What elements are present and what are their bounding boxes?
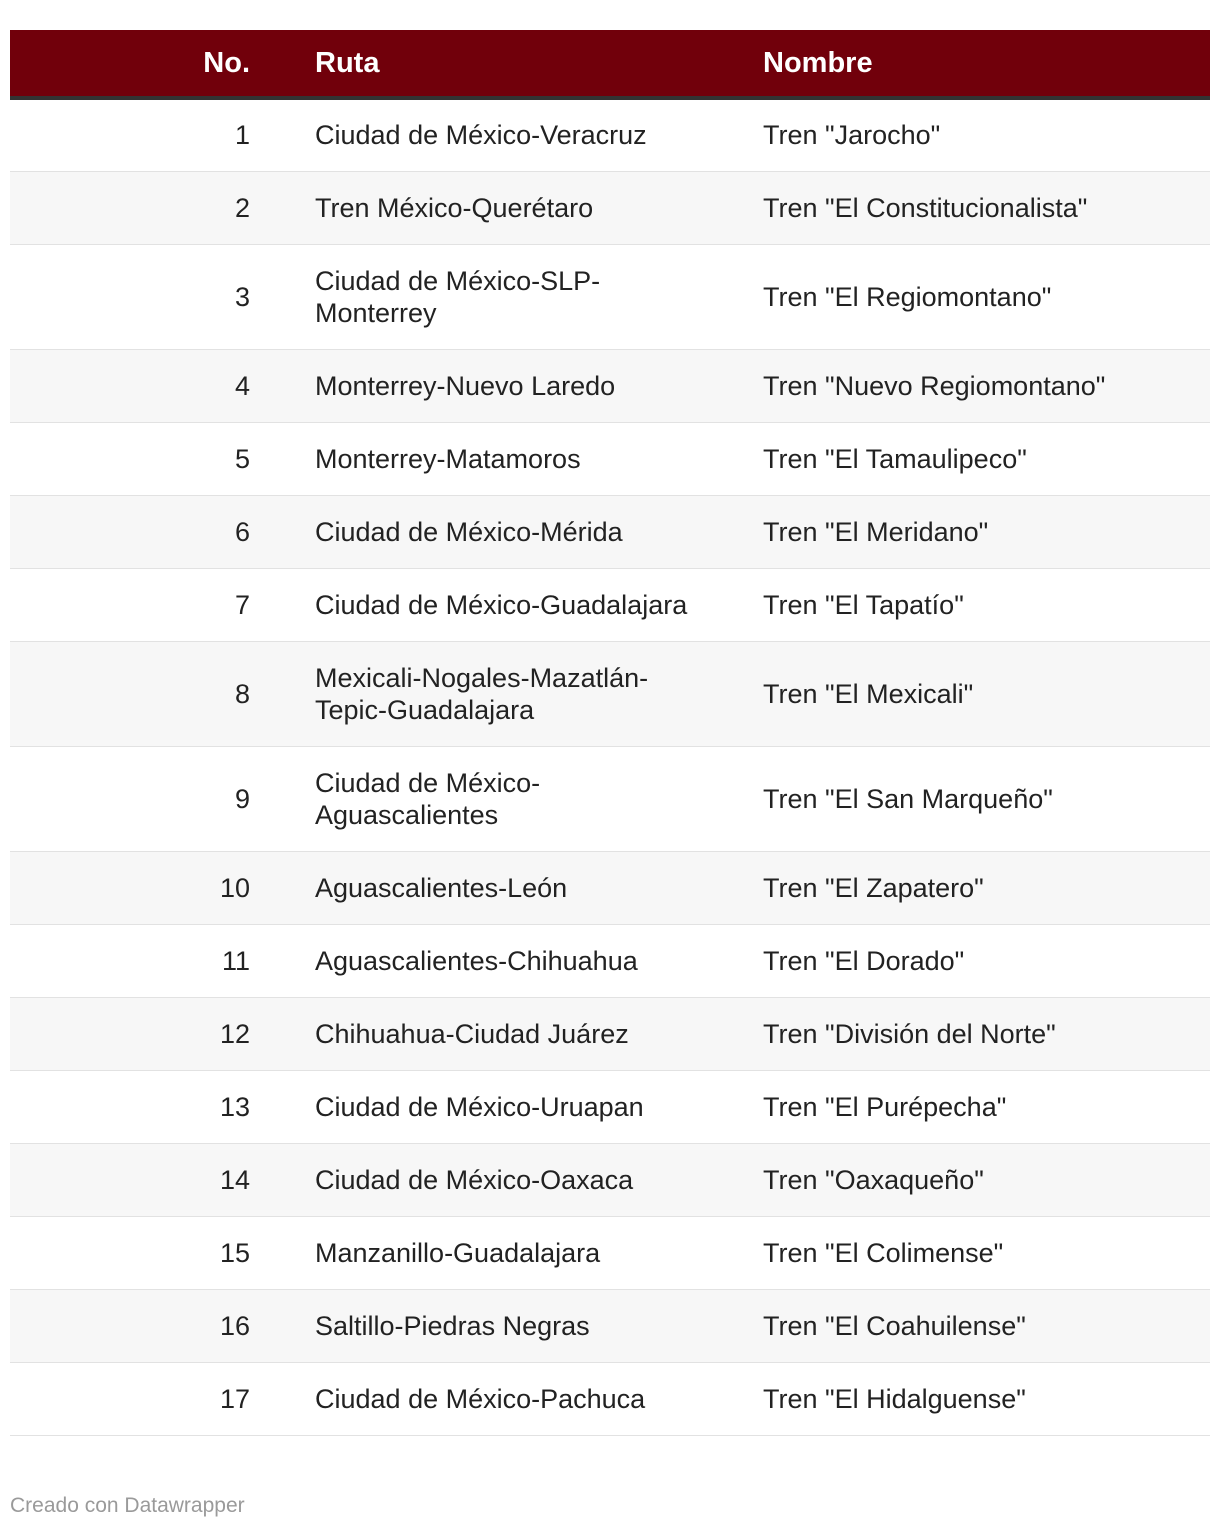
table-row bbox=[10, 349, 1210, 422]
route-cell: Aguascalientes-León bbox=[270, 851, 718, 924]
data-table-container bbox=[10, 30, 1210, 1436]
table-row bbox=[10, 495, 1210, 568]
row-number: 5 bbox=[10, 422, 270, 495]
train-name-cell: Tren "División del Norte" bbox=[718, 997, 1210, 1070]
route-cell: Ciudad de México-Pachuca bbox=[270, 1362, 718, 1435]
table-header-row bbox=[10, 30, 1210, 98]
train-name-cell: Tren "El Coahuilense" bbox=[718, 1289, 1210, 1362]
table-row bbox=[10, 568, 1210, 641]
row-number: 3 bbox=[10, 244, 270, 349]
row-number: 15 bbox=[10, 1216, 270, 1289]
row-number: 17 bbox=[10, 1362, 270, 1435]
train-name-cell: Tren "El Tamaulipeco" bbox=[718, 422, 1210, 495]
route-cell: Ciudad de México-Veracruz bbox=[270, 98, 718, 171]
table-row bbox=[10, 98, 1210, 171]
train-name-cell: Tren "El Constitucionalista" bbox=[718, 171, 1210, 244]
train-name-cell: Tren "El Tapatío" bbox=[718, 568, 1210, 641]
train-name-cell: Tren "El Hidalguense" bbox=[718, 1362, 1210, 1435]
route-cell: Ciudad de México-Aguascalientes bbox=[270, 746, 718, 851]
route-cell: Ciudad de México-Oaxaca bbox=[270, 1143, 718, 1216]
column-header-nombre[interactable]: Nombre bbox=[718, 30, 1210, 98]
train-name-cell: Tren "El Colimense" bbox=[718, 1216, 1210, 1289]
row-number: 16 bbox=[10, 1289, 270, 1362]
train-name-cell: Tren "El Meridano" bbox=[718, 495, 1210, 568]
routes-table bbox=[10, 30, 1210, 1436]
row-number: 4 bbox=[10, 349, 270, 422]
column-header-ruta[interactable]: Ruta bbox=[270, 30, 718, 98]
route-cell: Saltillo-Piedras Negras bbox=[270, 1289, 718, 1362]
row-number: 8 bbox=[10, 641, 270, 746]
table-row bbox=[10, 924, 1210, 997]
train-name-cell: Tren "El Mexicali" bbox=[718, 641, 1210, 746]
route-cell: Tren México-Querétaro bbox=[270, 171, 718, 244]
row-number: 10 bbox=[10, 851, 270, 924]
row-number: 14 bbox=[10, 1143, 270, 1216]
train-name-cell: Tren "El Dorado" bbox=[718, 924, 1210, 997]
row-number: 13 bbox=[10, 1070, 270, 1143]
table-row bbox=[10, 1070, 1210, 1143]
route-cell: Mexicali-Nogales-Mazatlán-Tepic-Guadalajara bbox=[270, 641, 718, 746]
train-name-cell: Tren "El San Marqueño" bbox=[718, 746, 1210, 851]
train-name-cell: Tren "El Regiomontano" bbox=[718, 244, 1210, 349]
table-row bbox=[10, 746, 1210, 851]
train-name-cell: Tren "Oaxaqueño" bbox=[718, 1143, 1210, 1216]
row-number: 7 bbox=[10, 568, 270, 641]
route-cell: Monterrey-Nuevo Laredo bbox=[270, 349, 718, 422]
route-cell: Manzanillo-Guadalajara bbox=[270, 1216, 718, 1289]
table-body bbox=[10, 98, 1210, 1435]
table-row bbox=[10, 422, 1210, 495]
train-name-cell: Tren "Jarocho" bbox=[718, 98, 1210, 171]
row-number: 6 bbox=[10, 495, 270, 568]
route-cell: Ciudad de México-Mérida bbox=[270, 495, 718, 568]
table-row bbox=[10, 1289, 1210, 1362]
row-number: 2 bbox=[10, 171, 270, 244]
route-cell: Ciudad de México-Guadalajara bbox=[270, 568, 718, 641]
row-number: 11 bbox=[10, 924, 270, 997]
route-cell: Chihuahua-Ciudad Juárez bbox=[270, 997, 718, 1070]
table-row bbox=[10, 1216, 1210, 1289]
table-row bbox=[10, 641, 1210, 746]
train-name-cell: Tren "El Zapatero" bbox=[718, 851, 1210, 924]
table-row bbox=[10, 1362, 1210, 1435]
row-number: 12 bbox=[10, 997, 270, 1070]
train-name-cell: Tren "Nuevo Regiomontano" bbox=[718, 349, 1210, 422]
route-cell: Monterrey-Matamoros bbox=[270, 422, 718, 495]
datawrapper-credit: Creado con Datawrapper bbox=[10, 1494, 245, 1517]
table-row bbox=[10, 244, 1210, 349]
table-row bbox=[10, 997, 1210, 1070]
table-row bbox=[10, 1143, 1210, 1216]
row-number: 1 bbox=[10, 98, 270, 171]
row-number: 9 bbox=[10, 746, 270, 851]
table-row bbox=[10, 851, 1210, 924]
train-name-cell: Tren "El Purépecha" bbox=[718, 1070, 1210, 1143]
route-cell: Aguascalientes-Chihuahua bbox=[270, 924, 718, 997]
column-header-no[interactable]: No. bbox=[10, 30, 270, 98]
route-cell: Ciudad de México-SLP-Monterrey bbox=[270, 244, 718, 349]
route-cell: Ciudad de México-Uruapan bbox=[270, 1070, 718, 1143]
table-row bbox=[10, 171, 1210, 244]
